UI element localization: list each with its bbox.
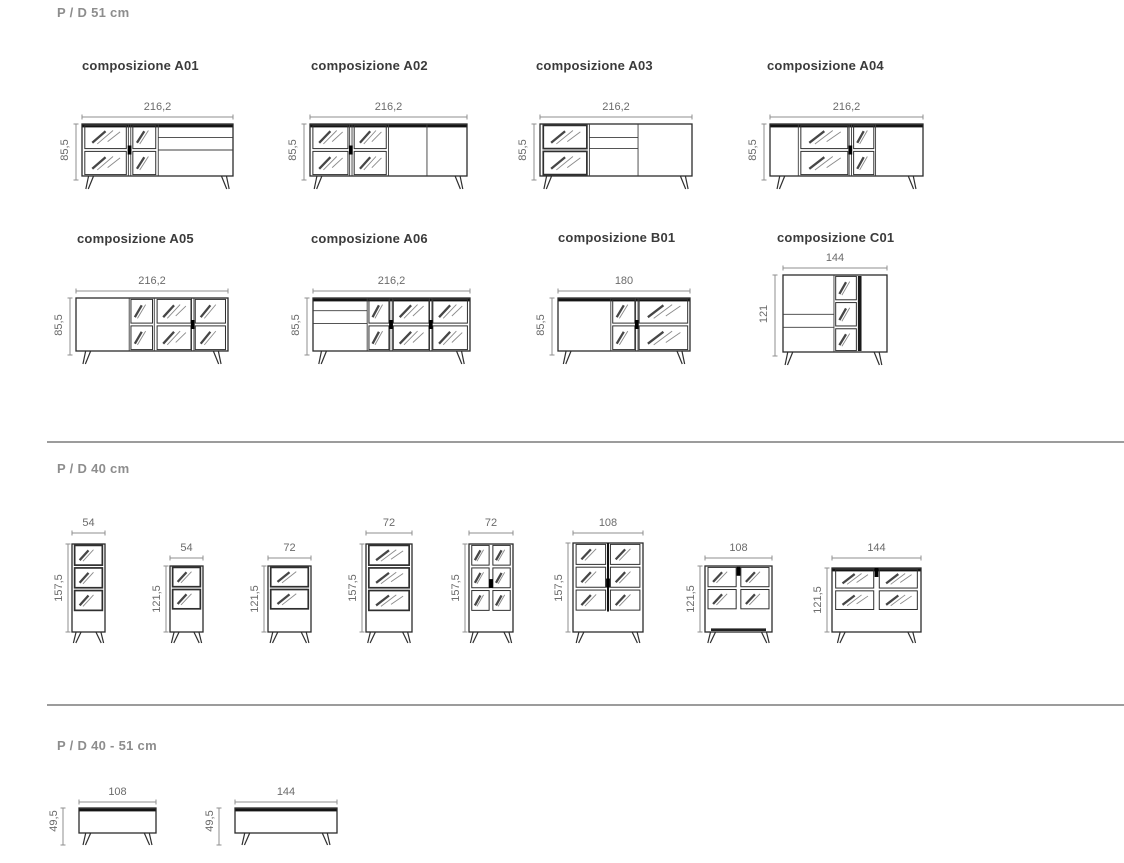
- cabinet-drawing-t72-short: [262, 556, 312, 644]
- height-dim-b01: 85,5: [535, 313, 547, 336]
- height-dim-t54-tall: 157,5: [53, 574, 65, 602]
- height-dim-bench144: 49,5: [204, 809, 216, 832]
- width-dim-b01: 180: [614, 275, 634, 287]
- cabinet-drawing-t72-tall: [360, 531, 413, 644]
- height-dim-a03: 85,5: [517, 139, 529, 161]
- height-dim-t72-tall: 157,5: [347, 574, 359, 602]
- section-header-pd51: P / D 51 cm: [57, 5, 130, 20]
- width-dim-a03: 216,2: [602, 101, 630, 113]
- height-dim-t72-tall-2ante: 157,5: [450, 574, 462, 602]
- composition-title-a01: composizione A01: [82, 58, 199, 73]
- section-header-pd40-51: P / D 40 - 51 cm: [57, 738, 157, 753]
- height-dim-a06: 85,5: [290, 313, 302, 336]
- width-dim-t108-tall: 108: [598, 517, 618, 529]
- width-dim-a02: 216,2: [374, 101, 403, 113]
- cabinet-drawing-t72-tall-2ante: [463, 531, 514, 644]
- cabinet-drawing-t54-tall: [66, 531, 106, 644]
- height-dim-t54-short: 121,5: [151, 585, 163, 613]
- width-dim-bench144: 144: [276, 786, 296, 798]
- height-dim-a04: 85,5: [747, 139, 759, 161]
- width-dim-t72-tall: 72: [382, 517, 396, 529]
- cabinet-drawing-bench144: [217, 800, 338, 846]
- section-divider: [47, 441, 1124, 443]
- composition-title-c01: composizione C01: [777, 230, 895, 245]
- height-dim-t108-tall: 157,5: [553, 573, 565, 602]
- cabinet-drawing-c01: [773, 266, 888, 366]
- height-dim-t72-short: 121,5: [249, 585, 261, 613]
- composition-title-b01: composizione B01: [558, 230, 676, 245]
- width-dim-bench108: 108: [108, 786, 127, 798]
- width-dim-t72-tall-2ante: 72: [484, 517, 498, 529]
- cabinet-drawing-a05: [68, 289, 229, 365]
- width-dim-t108-short: 108: [729, 542, 748, 554]
- composition-title-a04: composizione A04: [767, 58, 884, 73]
- height-dim-c01: 121: [758, 304, 770, 323]
- height-dim-bench108: 49,5: [48, 809, 60, 832]
- width-dim-t144-short: 144: [867, 542, 886, 554]
- width-dim-a06: 216,2: [377, 275, 406, 287]
- cabinet-drawing-t108-short: [698, 556, 773, 644]
- width-dim-a05: 216,2: [138, 275, 166, 287]
- width-dim-t54-tall: 54: [82, 517, 95, 529]
- cabinet-drawing-a03: [532, 115, 693, 190]
- height-dim-t108-short: 121,5: [685, 585, 697, 613]
- section-header-pd40: P / D 40 cm: [57, 461, 130, 476]
- width-dim-t54-short: 54: [180, 542, 193, 554]
- cabinet-drawing-t108-tall: [566, 531, 644, 644]
- cabinet-drawing-b01: [550, 289, 691, 365]
- composition-title-a02: composizione A02: [311, 58, 428, 73]
- section-divider: [47, 704, 1124, 706]
- cabinet-drawing-t144-short: [825, 556, 922, 644]
- composition-title-a05: composizione A05: [77, 231, 194, 246]
- composition-title-a03: composizione A03: [536, 58, 653, 73]
- cabinet-drawing-a01: [74, 115, 234, 190]
- cabinet-drawing-a02: [302, 115, 468, 190]
- width-dim-c01: 144: [825, 252, 845, 264]
- width-dim-a01: 216,2: [143, 101, 172, 113]
- cabinet-drawing-a06: [305, 289, 471, 365]
- height-dim-a01: 85,5: [59, 139, 71, 161]
- height-dim-t144-short: 121,5: [812, 586, 824, 614]
- composition-title-a06: composizione A06: [311, 231, 428, 246]
- width-dim-a04: 216,2: [832, 101, 861, 113]
- cabinet-drawing-a04: [762, 115, 924, 190]
- height-dim-a05: 85,5: [53, 313, 65, 336]
- height-dim-a02: 85,5: [287, 139, 299, 161]
- cabinet-drawing-bench108: [61, 800, 157, 846]
- width-dim-t72-short: 72: [283, 542, 296, 554]
- cabinet-drawing-t54-short: [164, 556, 204, 644]
